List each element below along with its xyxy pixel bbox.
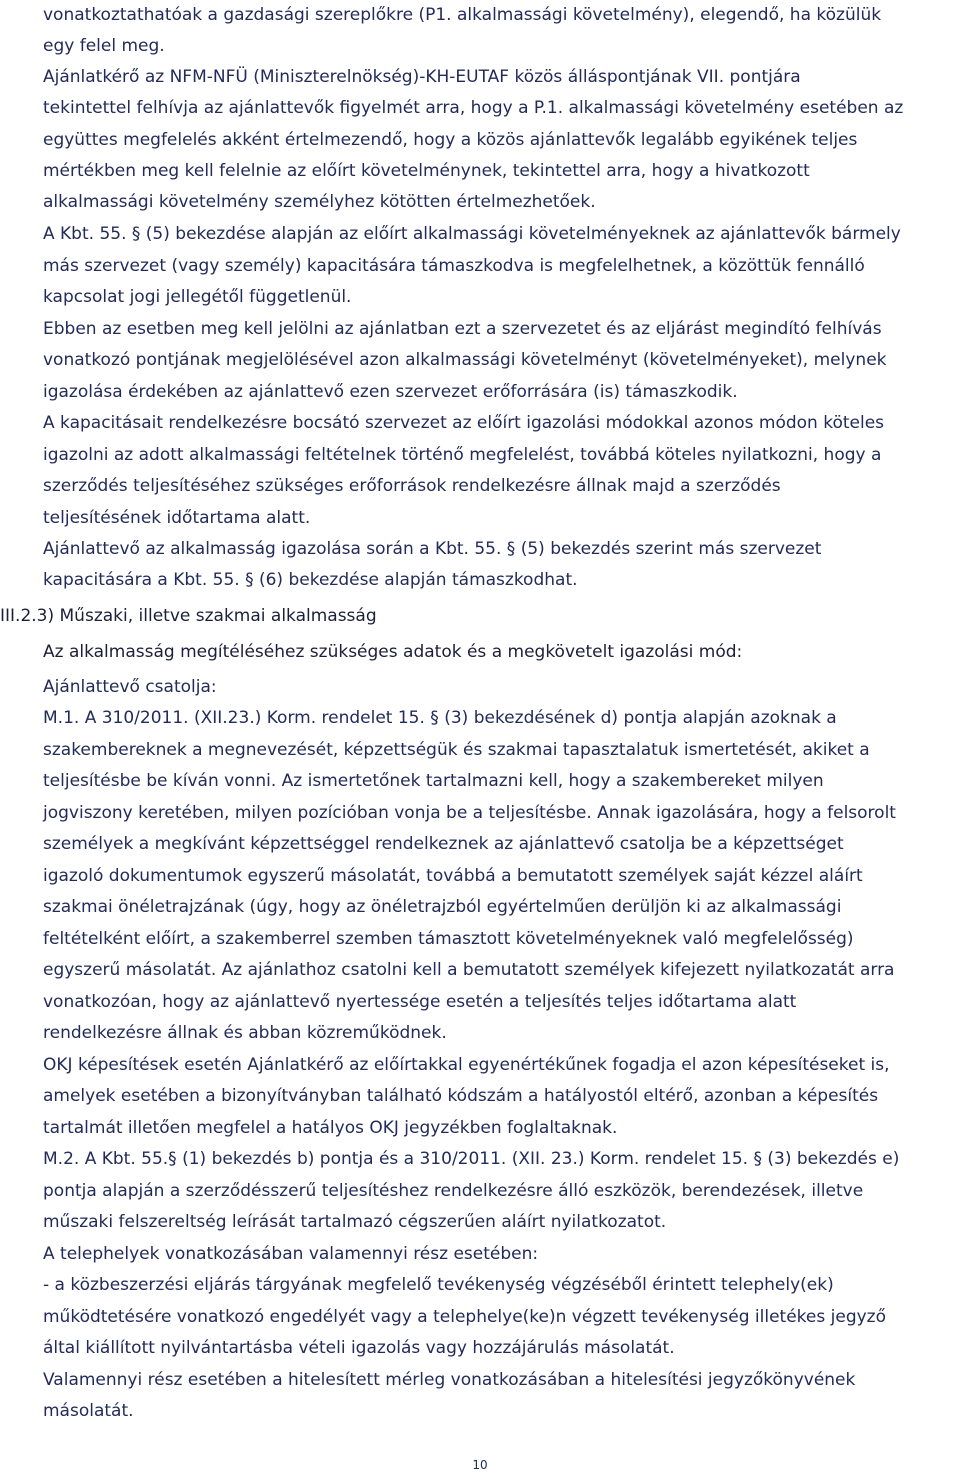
page-number: 10 — [472, 1458, 488, 1472]
text-line: A kapacitásait rendelkezésre bocsátó szervezet az előírt igazolási módokkal azonos módon köteles — [43, 413, 885, 433]
text-line: egyszerű másolatát. Az ajánlathoz csatolni kell a bemutatott személyek kifejezett nyilatkozatát arra — [43, 960, 895, 980]
text-line: szakembereknek a megnevezését, képzettségük és szakmai tapasztalatuk ismertetését, akiket a — [43, 740, 870, 760]
text-line: vonatkozóan, hogy az ajánlattevő nyertessége esetén a teljesítés teljes időtartama alatt — [43, 992, 797, 1012]
text-line: szakmai önéletrajzának (úgy, hogy az önéletrajzból egyértelműen derüljön ki az alkalmassági — [43, 897, 842, 917]
text-line: szerződés teljesítéséhez szükséges erőforrások rendelkezésre állnak majd a szerződés — [43, 476, 781, 496]
text-line: igazolni az adott alkalmassági feltételnek történő megfelelést, továbbá köteles nyilatkozni, hogy a — [43, 445, 882, 465]
text-line: A Kbt. 55. § (5) bekezdése alapján az előírt alkalmassági követelményeknek az ajánlattevők bármely — [43, 224, 901, 244]
text-line: Ajánlattevő az alkalmasság igazolása során a Kbt. 55. § (5) bekezdés szerint más szervezet — [43, 539, 822, 559]
text-line: igazoló dokumentumok egyszerű másolatát, továbbá a bemutatott személyek saját kézzel aláírt — [43, 866, 863, 886]
section-heading: III.2.3) Műszaki, illetve szakmai alkalmasság — [0, 606, 377, 626]
text-line: feltételként előírt, a szakemberrel szemben támasztott követelményeknek való megfelelősség) — [43, 929, 854, 949]
text-line: pontja alapján a szerződésszerű teljesítéshez rendelkezésre álló eszközök, berendezések, illetve — [43, 1181, 864, 1201]
text-line: tartalmát illetően megfelel a hatályos OKJ jegyzékben foglaltaknak. — [43, 1118, 618, 1138]
text-line: működtetésére vonatkozó engedélyét vagy a telephelye(ke)n végzett tevékenység illetékes jegyző — [43, 1307, 886, 1327]
text-line: rendelkezésre állnak és abban közreműködnek. — [43, 1023, 447, 1043]
text-line: együttes megfelelés akként értelmezendő, hogy a közös ajánlattevők legalább egyikének teljes — [43, 130, 858, 150]
intro-text: Ajánlattevő csatolja: — [43, 677, 217, 697]
text-line: M.1. A 310/2011. (XII.23.) Korm. rendelet 15. § (3) bekezdésének d) pontja alapján azoknak a — [43, 708, 837, 728]
text-line: OKJ képesítések esetén Ajánlatkérő az előírtakkal egyenértékűnek fogadja el azon képesítéseket is, — [43, 1055, 890, 1075]
subheading: Az alkalmasság megítéléséhez szükséges adatok és a megkövetelt igazolási mód: — [43, 642, 743, 662]
text-line: - a közbeszerzési eljárás tárgyának megfelelő tevékenység végzéséből érintett telephely(ek) — [43, 1275, 834, 1295]
text-line: Valamennyi rész esetében a hitelesített mérleg vonatkozásában a hitelesítési jegyzőkönyvének — [43, 1370, 856, 1390]
text-line: vonatkoztathatóak a gazdasági szereplőkre (P1. alkalmassági követelmény), elegendő, ha közülük — [43, 5, 882, 25]
text-line: másolatát. — [43, 1401, 134, 1421]
text-line: igazolása érdekében az ajánlattevő ezen szervezet erőforrására (is) támaszkodik. — [43, 382, 738, 402]
text-line: egy felel meg. — [43, 36, 165, 56]
text-line: teljesítésének időtartama alatt. — [43, 508, 311, 528]
text-line: mértékben meg kell felelnie az előírt követelménynek, tekintettel arra, hogy a hivatkozott — [43, 161, 810, 181]
text-line: alkalmassági követelmény személyhez kötötten értelmezhetőek. — [43, 192, 596, 212]
text-line: M.2. A Kbt. 55.§ (1) bekezdés b) pontja és a 310/2011. (XII. 23.) Korm. rendelet 15. § (3) bekezdés e) — [43, 1149, 900, 1169]
text-line: más szervezet (vagy személy) kapacitására támaszkodva is megfelelhetnek, a közöttük fennálló — [43, 256, 865, 276]
text-line: Ebben az esetben meg kell jelölni az ajánlatban ezt a szervezetet és az eljárást megindító felhívás — [43, 319, 882, 339]
text-line: Ajánlatkérő az NFM-NFÜ (Miniszterelnökség)-KH-EUTAF közös álláspontjának VII. pontjára — [43, 67, 801, 87]
text-line: amelyek esetében a bizonyítványban található kódszám a hatályostól eltérő, azonban a képesítés — [43, 1086, 879, 1106]
text-line: vonatkozó pontjának megjelölésével azon alkalmassági követelményt (követelményeket), melynek — [43, 350, 887, 370]
text-line: kapcsolat jogi jellegétől függetlenül. — [43, 287, 352, 307]
text-line: kapacitására a Kbt. 55. § (6) bekezdése alapján támaszkodhat. — [43, 570, 578, 590]
text-line: műszaki felszereltség leírását tartalmazó cégszerűen aláírt nyilatkozatot. — [43, 1212, 667, 1232]
text-line: személyek a megkívánt képzettséggel rendelkeznek az ajánlattevő csatolja be a képzettséget — [43, 834, 844, 854]
text-line: jogviszony keretében, milyen pozícióban vonja be a teljesítésbe. Annak igazolására, hogy a felsorolt — [43, 803, 896, 823]
text-line: tekintettel felhívja az ajánlattevők figyelmét arra, hogy a P.1. alkalmassági követelmény esetében az — [43, 98, 904, 118]
text-line: teljesítésbe be kíván vonni. Az ismertetőnek tartalmazni kell, hogy a szakembereket milyen — [43, 771, 824, 791]
text-line: által kiállított nyilvántartásba vételi igazolás vagy hozzájárulás másolatát. — [43, 1338, 675, 1358]
text-line: A telephelyek vonatkozásában valamennyi rész esetében: — [43, 1244, 539, 1264]
